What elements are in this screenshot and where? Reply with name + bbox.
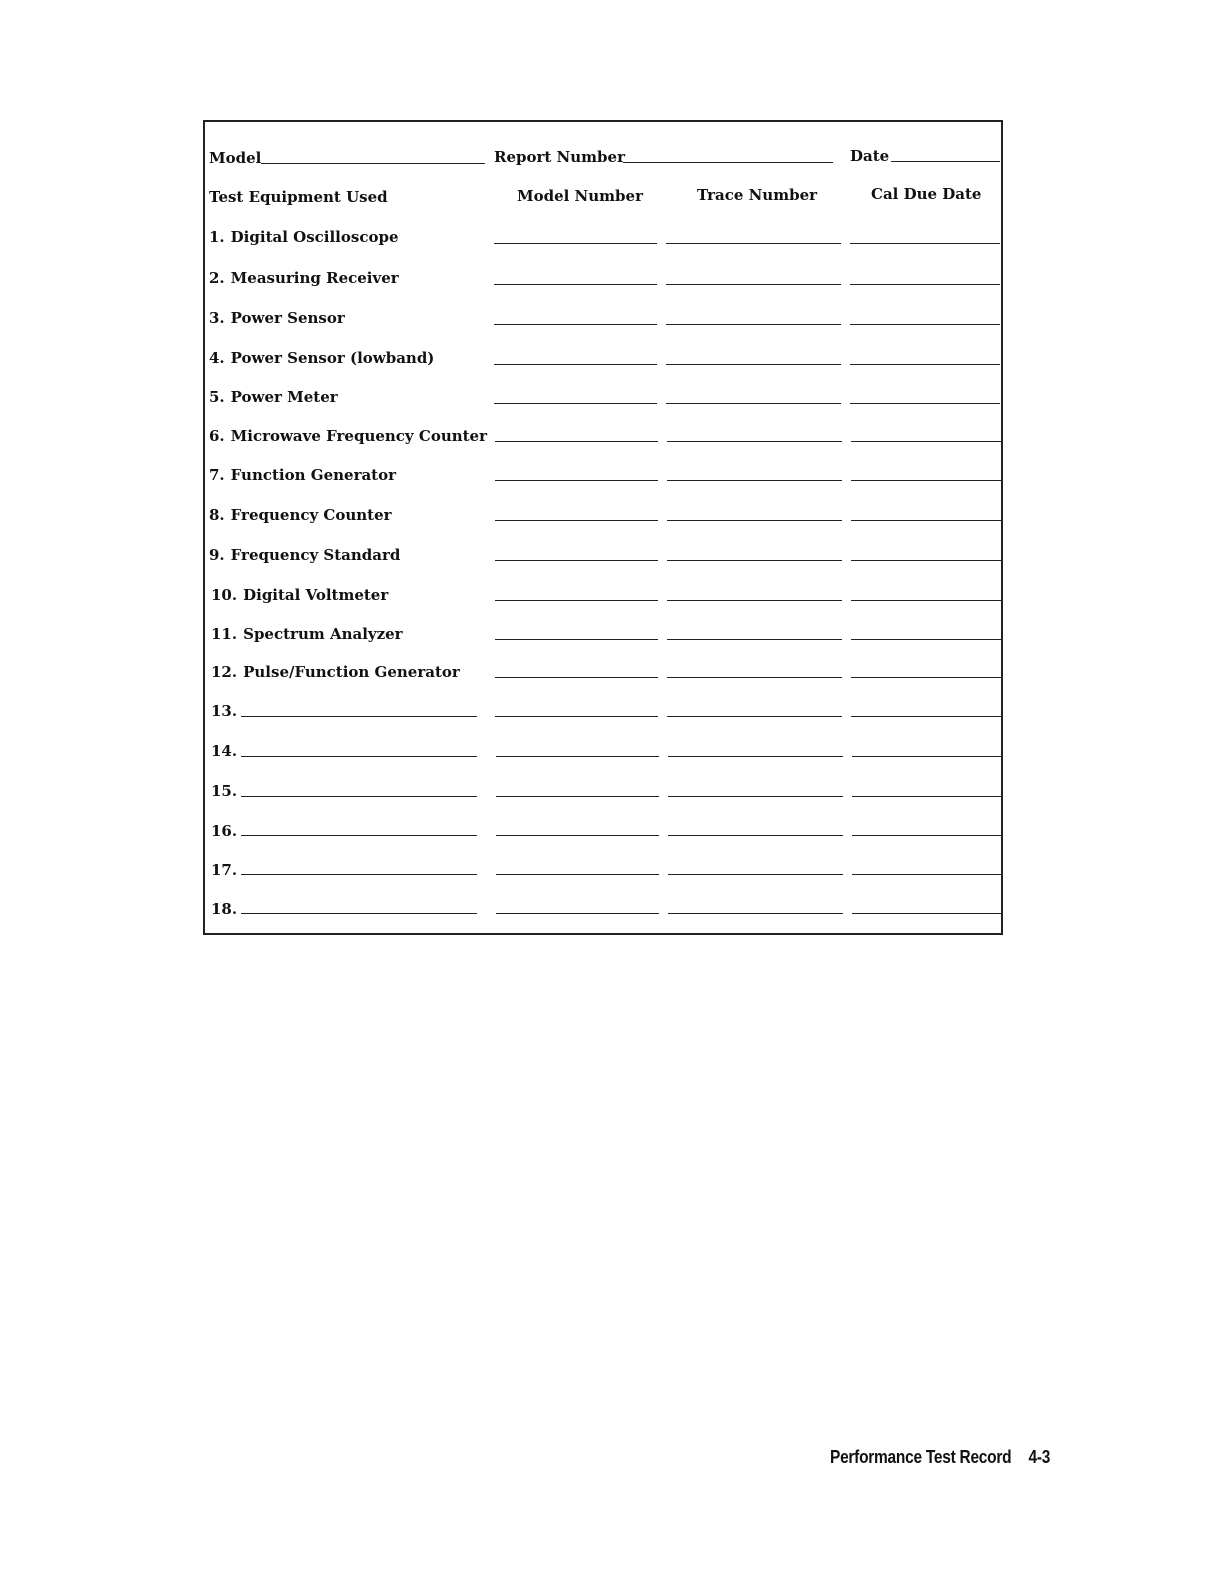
trace-number-field[interactable]: [666, 284, 841, 285]
date-label: Date: [850, 147, 890, 165]
cal-due-date-field[interactable]: [850, 364, 1000, 365]
cal-due-date-field[interactable]: [851, 560, 1001, 561]
equipment-row-name: Power Meter: [230, 388, 338, 406]
equipment-row-number: 11.: [211, 625, 238, 643]
equipment-row-label: [211, 822, 237, 840]
equipment-row-name: Spectrum Analyzer: [243, 625, 403, 643]
model-number-field[interactable]: [495, 520, 658, 521]
equipment-name-field[interactable]: [241, 716, 477, 717]
column-header-model-number: Model Number: [517, 187, 643, 205]
equipment-row-name: Frequency Standard: [230, 546, 401, 564]
model-number-field[interactable]: [494, 364, 657, 365]
equipment-row-label: [211, 900, 237, 918]
cal-due-date-field[interactable]: [850, 243, 1000, 244]
equipment-row-label: [209, 388, 338, 406]
model-number-field[interactable]: [496, 796, 659, 797]
model-number-field[interactable]: [495, 600, 658, 601]
model-number-field[interactable]: [495, 560, 658, 561]
cal-due-date-field[interactable]: [852, 796, 1002, 797]
page-footer: [830, 1447, 1050, 1468]
column-header-trace-number: Trace Number: [697, 186, 818, 204]
trace-number-field[interactable]: [667, 560, 842, 561]
equipment-row-label: [209, 546, 400, 564]
trace-number-field[interactable]: [667, 441, 842, 442]
model-number-field[interactable]: [496, 835, 659, 836]
equipment-row-label: [209, 506, 392, 524]
equipment-name-field[interactable]: [241, 835, 477, 836]
equipment-row-name: Pulse/Function Generator: [243, 663, 460, 681]
equipment-row-number: 15.: [211, 782, 238, 800]
model-number-field[interactable]: [495, 480, 658, 481]
equipment-row-number: 10.: [211, 586, 238, 604]
trace-number-field[interactable]: [666, 403, 841, 404]
cal-due-date-field[interactable]: [851, 480, 1001, 481]
equipment-row-number: 6.: [209, 427, 225, 445]
performance-test-record-form: [203, 120, 1003, 935]
trace-number-field[interactable]: [667, 677, 842, 678]
equipment-row-name: Frequency Counter: [230, 506, 392, 524]
equipment-row-number: 5.: [209, 388, 225, 406]
equipment-row-number: 12.: [211, 663, 238, 681]
equipment-name-field[interactable]: [241, 796, 477, 797]
footer-page-number: 4-3: [1028, 1447, 1051, 1467]
model-number-field[interactable]: [495, 639, 658, 640]
equipment-row-number: 7.: [209, 466, 225, 484]
equipment-row-name: Power Sensor: [230, 309, 345, 327]
equipment-row-number: 17.: [211, 861, 238, 879]
equipment-name-field[interactable]: [241, 756, 477, 757]
model-field[interactable]: [261, 163, 485, 164]
equipment-row-name: Measuring Receiver: [230, 269, 399, 287]
trace-number-field[interactable]: [667, 600, 842, 601]
model-number-field[interactable]: [496, 913, 659, 914]
trace-number-field[interactable]: [668, 874, 843, 875]
model-label: Model: [209, 149, 262, 167]
model-number-field[interactable]: [494, 243, 657, 244]
equipment-row-number: 1.: [209, 228, 225, 246]
footer-section-title: Performance Test Record: [830, 1447, 1012, 1467]
trace-number-field[interactable]: [668, 913, 843, 914]
equipment-row-label: [209, 228, 399, 246]
equipment-name-field[interactable]: [241, 874, 477, 875]
model-number-field[interactable]: [494, 403, 657, 404]
model-number-field[interactable]: [494, 324, 657, 325]
equipment-row-number: 3.: [209, 309, 225, 327]
cal-due-date-field[interactable]: [851, 441, 1001, 442]
equipment-row-number: 2.: [209, 269, 225, 287]
equipment-name-field[interactable]: [241, 913, 477, 914]
equipment-row-label: [211, 702, 237, 720]
cal-due-date-field[interactable]: [851, 600, 1001, 601]
model-number-field[interactable]: [495, 677, 658, 678]
equipment-row-label: [211, 861, 237, 879]
equipment-row-label: [211, 663, 460, 681]
equipment-row-number: 18.: [211, 900, 238, 918]
equipment-row-label: [209, 466, 396, 484]
equipment-row-name: Power Sensor (lowband): [230, 349, 435, 367]
equipment-row-label: [209, 269, 399, 287]
cal-due-date-field[interactable]: [850, 403, 1000, 404]
equipment-row-name: Digital Voltmeter: [243, 586, 389, 604]
model-number-field[interactable]: [496, 756, 659, 757]
equipment-row-label: [209, 309, 345, 327]
trace-number-field[interactable]: [667, 716, 842, 717]
model-number-field[interactable]: [496, 874, 659, 875]
cal-due-date-field[interactable]: [852, 913, 1002, 914]
equipment-row-name: Digital Oscilloscope: [230, 228, 399, 246]
equipment-row-label: [211, 782, 237, 800]
equipment-row-label: [209, 349, 434, 367]
trace-number-field[interactable]: [668, 796, 843, 797]
column-header-equipment: Test Equipment Used: [209, 188, 388, 206]
equipment-row-label: [211, 625, 403, 643]
equipment-row-number: 9.: [209, 546, 225, 564]
report-number-field[interactable]: [623, 162, 833, 163]
equipment-row-number: 4.: [209, 349, 225, 367]
trace-number-field[interactable]: [666, 364, 841, 365]
equipment-row-number: 14.: [211, 742, 238, 760]
trace-number-field[interactable]: [668, 835, 843, 836]
equipment-row-number: 13.: [211, 702, 238, 720]
equipment-row-name: Function Generator: [230, 466, 397, 484]
equipment-row-number: 16.: [211, 822, 238, 840]
cal-due-date-field[interactable]: [852, 874, 1002, 875]
model-number-field[interactable]: [494, 284, 657, 285]
cal-due-date-field[interactable]: [850, 324, 1000, 325]
equipment-row-label: [209, 427, 487, 445]
report-number-label: Report Number: [494, 148, 625, 166]
equipment-row-label: [211, 586, 388, 604]
trace-number-field[interactable]: [666, 243, 841, 244]
cal-due-date-field[interactable]: [852, 835, 1002, 836]
cal-due-date-field[interactable]: [851, 716, 1001, 717]
date-field[interactable]: [891, 161, 1000, 162]
cal-due-date-field[interactable]: [851, 639, 1001, 640]
trace-number-field[interactable]: [667, 520, 842, 521]
cal-due-date-field[interactable]: [851, 520, 1001, 521]
trace-number-field[interactable]: [666, 324, 841, 325]
equipment-row-name: Microwave Frequency Counter: [230, 427, 488, 445]
model-number-field[interactable]: [495, 716, 658, 717]
cal-due-date-field[interactable]: [852, 756, 1002, 757]
trace-number-field[interactable]: [667, 480, 842, 481]
model-number-field[interactable]: [495, 441, 658, 442]
equipment-row-label: [211, 742, 237, 760]
trace-number-field[interactable]: [667, 639, 842, 640]
cal-due-date-field[interactable]: [850, 284, 1000, 285]
column-header-cal-due-date: Cal Due Date: [871, 185, 982, 203]
equipment-row-number: 8.: [209, 506, 225, 524]
trace-number-field[interactable]: [668, 756, 843, 757]
cal-due-date-field[interactable]: [851, 677, 1001, 678]
